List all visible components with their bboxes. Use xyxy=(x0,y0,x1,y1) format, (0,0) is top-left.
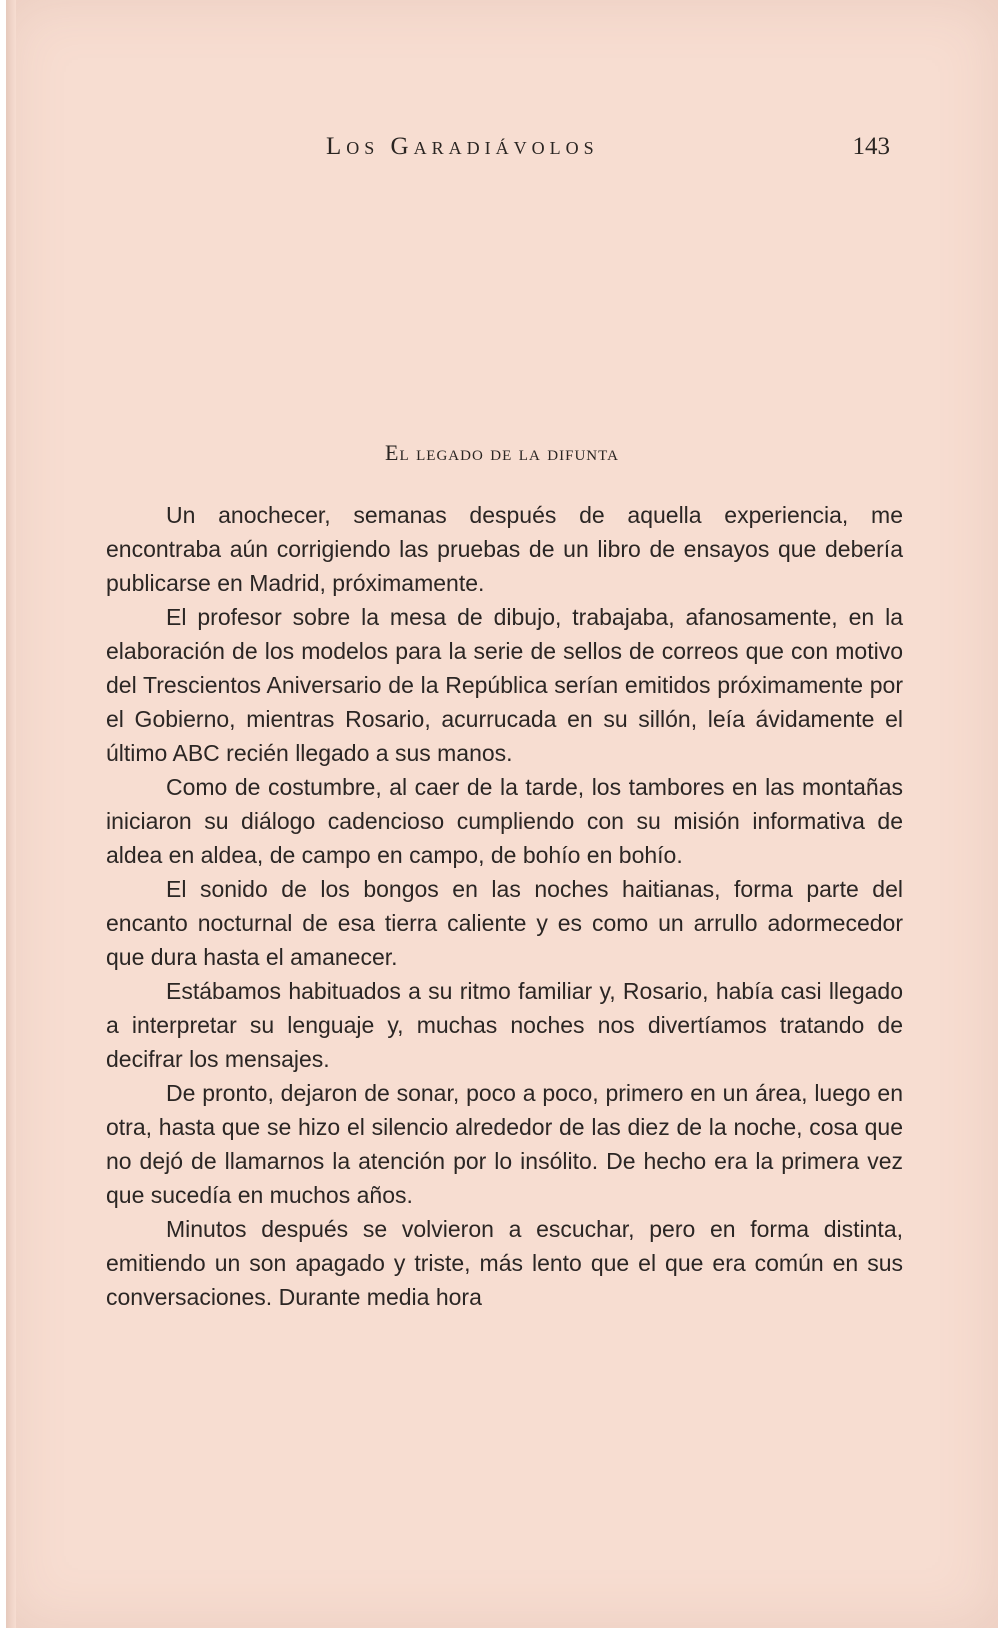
body-text xyxy=(106,498,903,1314)
chapter-title: El legado de la difunta xyxy=(385,440,619,465)
running-title: Los Garadiávolos xyxy=(326,133,599,160)
page-edge xyxy=(6,0,16,1628)
book-page xyxy=(6,0,998,1628)
page-number: 143 xyxy=(852,133,890,160)
paragraph: De pronto, dejaron de sonar, poco a poco, primero en un área, luego en otra, hasta que se hizo el silencio alrededor de las diez de la noche, cosa que no dejó de llamarnos la atención por lo insólito. De hecho era la primera vez que sucedía en muchos años. xyxy=(106,1080,903,1208)
paragraph: Estábamos habituados a su ritmo familiar y, Rosario, había casi llegado a interpretar su lenguaje y, muchas noches nos divertíamos tratando de decifrar los mensajes. xyxy=(106,978,903,1072)
paragraph: Minutos después se volvieron a escuchar, pero en forma distinta, emitiendo un son apagado y triste, más lento que el que era común en sus conversaciones. Durante media hora xyxy=(106,1216,903,1310)
running-head xyxy=(6,133,998,173)
paragraph: Como de costumbre, al caer de la tarde, los tambores en las montañas iniciaron su diálogo cadencioso cumpliendo con su misión informativa de aldea en aldea, de campo en campo, de bohío en bohío. xyxy=(106,774,903,868)
paragraph: El sonido de los bongos en las noches haitianas, forma parte del encanto nocturnal de esa tierra caliente y es como un arrullo adormecedor que dura hasta el amanecer. xyxy=(106,876,903,970)
paragraph: Un anochecer, semanas después de aquella experiencia, me encontraba aún corrigiendo las pruebas de un libro de ensayos que debería publicarse en Madrid, próximamente. xyxy=(106,502,903,596)
paragraph: El profesor sobre la mesa de dibujo, trabajaba, afanosamente, en la elaboración de los modelos para la serie de sellos de correos que con motivo del Trescientos Aniversario de la República serían emitidos próximamente por el Gobierno, mientras Rosario, acurrucada en su sillón, leía ávidamente el último ABC recién llegado a sus manos. xyxy=(106,604,903,766)
